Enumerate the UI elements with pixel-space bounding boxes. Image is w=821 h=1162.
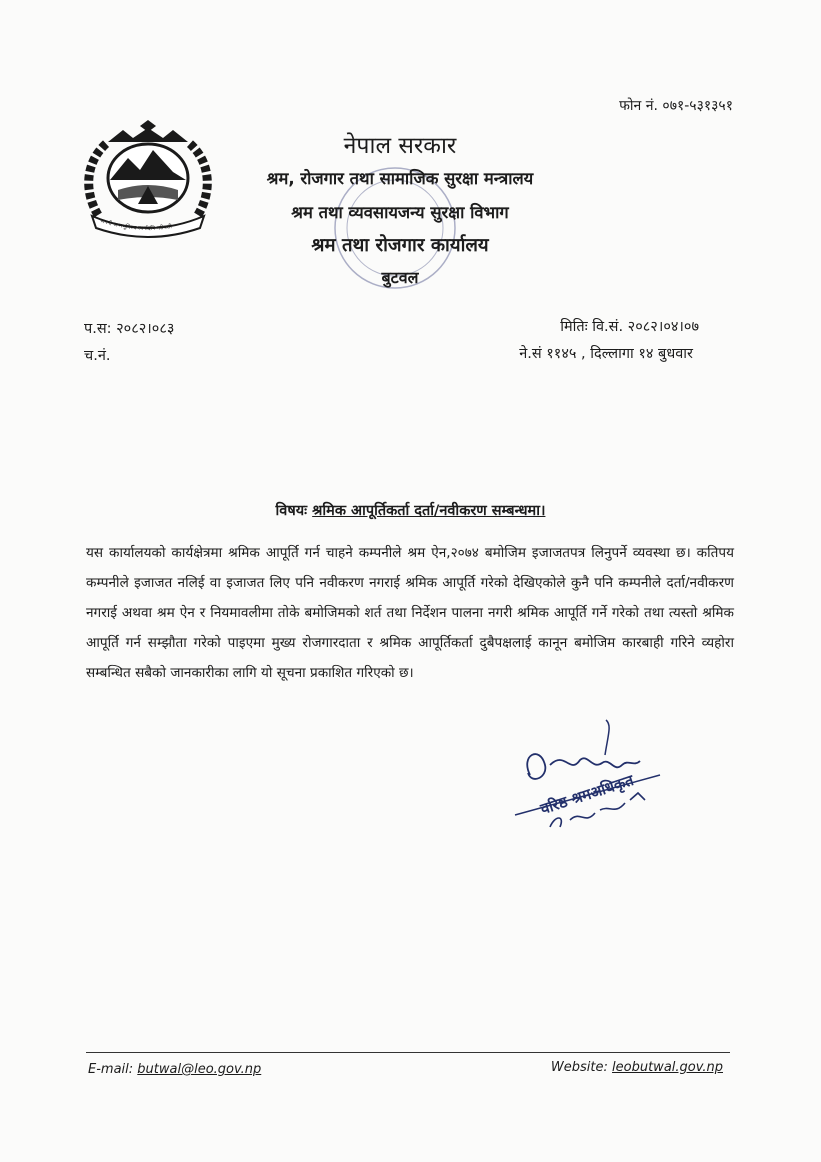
date-bs: मितिः वि.सं. २०८२।०४।०७: [560, 319, 699, 335]
header-office: श्रम तथा रोजगार कार्यालय: [311, 235, 489, 256]
emblem-motto-text: जननी जन्मभूमिश्च स्वर्गादपि गरीयसी: [99, 218, 173, 233]
reference-number: प.स: २०८२।०८३: [84, 321, 175, 337]
website-link[interactable]: leobutwal.gov.np: [612, 1060, 723, 1075]
subject-line: [0, 500, 821, 520]
footer-website: [551, 1060, 723, 1075]
website-label: Website:: [550, 1060, 608, 1075]
email-label: E-mail:: [88, 1062, 134, 1077]
header-location: बुटवल: [381, 268, 419, 287]
nepal-emblem-icon: [78, 120, 218, 238]
signatory-title: वरिष्ठ श्रमअधिकृत: [538, 771, 636, 819]
phone-number: फोन नं. ०७१-५३१३५१: [619, 98, 733, 114]
subject-text: श्रमिक आपूर्तिकर्ता दर्ता/नवीकरण सम्बन्धमा।: [312, 503, 546, 519]
dispatch-number: च.नं.: [84, 348, 111, 364]
subject-label: विषयः: [275, 503, 308, 519]
footer-divider: [86, 1052, 730, 1053]
header-ministry: श्रम, रोजगार तथा सामाजिक सुरक्षा मन्त्रालय: [266, 169, 534, 188]
header-department: श्रम तथा व्यवसायजन्य सुरक्षा विभाग: [291, 203, 509, 222]
date-ns: ने.सं ११४५ , दिल्लागा १४ बुधवार: [519, 346, 693, 362]
footer-email: [88, 1062, 261, 1077]
header-government: नेपाल सरकार: [343, 133, 457, 159]
email-link[interactable]: butwal@leo.gov.np: [137, 1062, 262, 1077]
notice-body: यस कार्यालयको कार्यक्षेत्रमा श्रमिक आपूर्ति गर्न चाहने कम्पनीले श्रम ऐन,२०७४ बमोजिम इजाजतपत्र लिनुपर्ने व्यवस्था छ। कतिपय कम्पनीले इजाजत नलिई वा इजाजत लिए पनि नवीकरण नगराई श्रमिक आपूर्ति गरेको देखिएकोले कुनै पनि कम्पनीले दर्ता/नवीकरण नगराई अथवा श्रम ऐन र नियमावलीमा तोके बमोजिमको शर्त तथा निर्देशन पालना नगरी श्रमिक आपूर्ति गर्ने गरेको तथा त्यस्तो श्रमिक आपूर्ति गर्न सम्झौता गरेको पाइएमा मुख्य रोजगारदाता र श्रमिक आपूर्तिकर्ता दुबैपक्षलाई कानून बमोजिम कारबाही गरिने व्यहोरा सम्बन्धित सबैको जानकारीका लागि यो सूचना प्रकाशित गरिएको छ।: [86, 545, 734, 681]
